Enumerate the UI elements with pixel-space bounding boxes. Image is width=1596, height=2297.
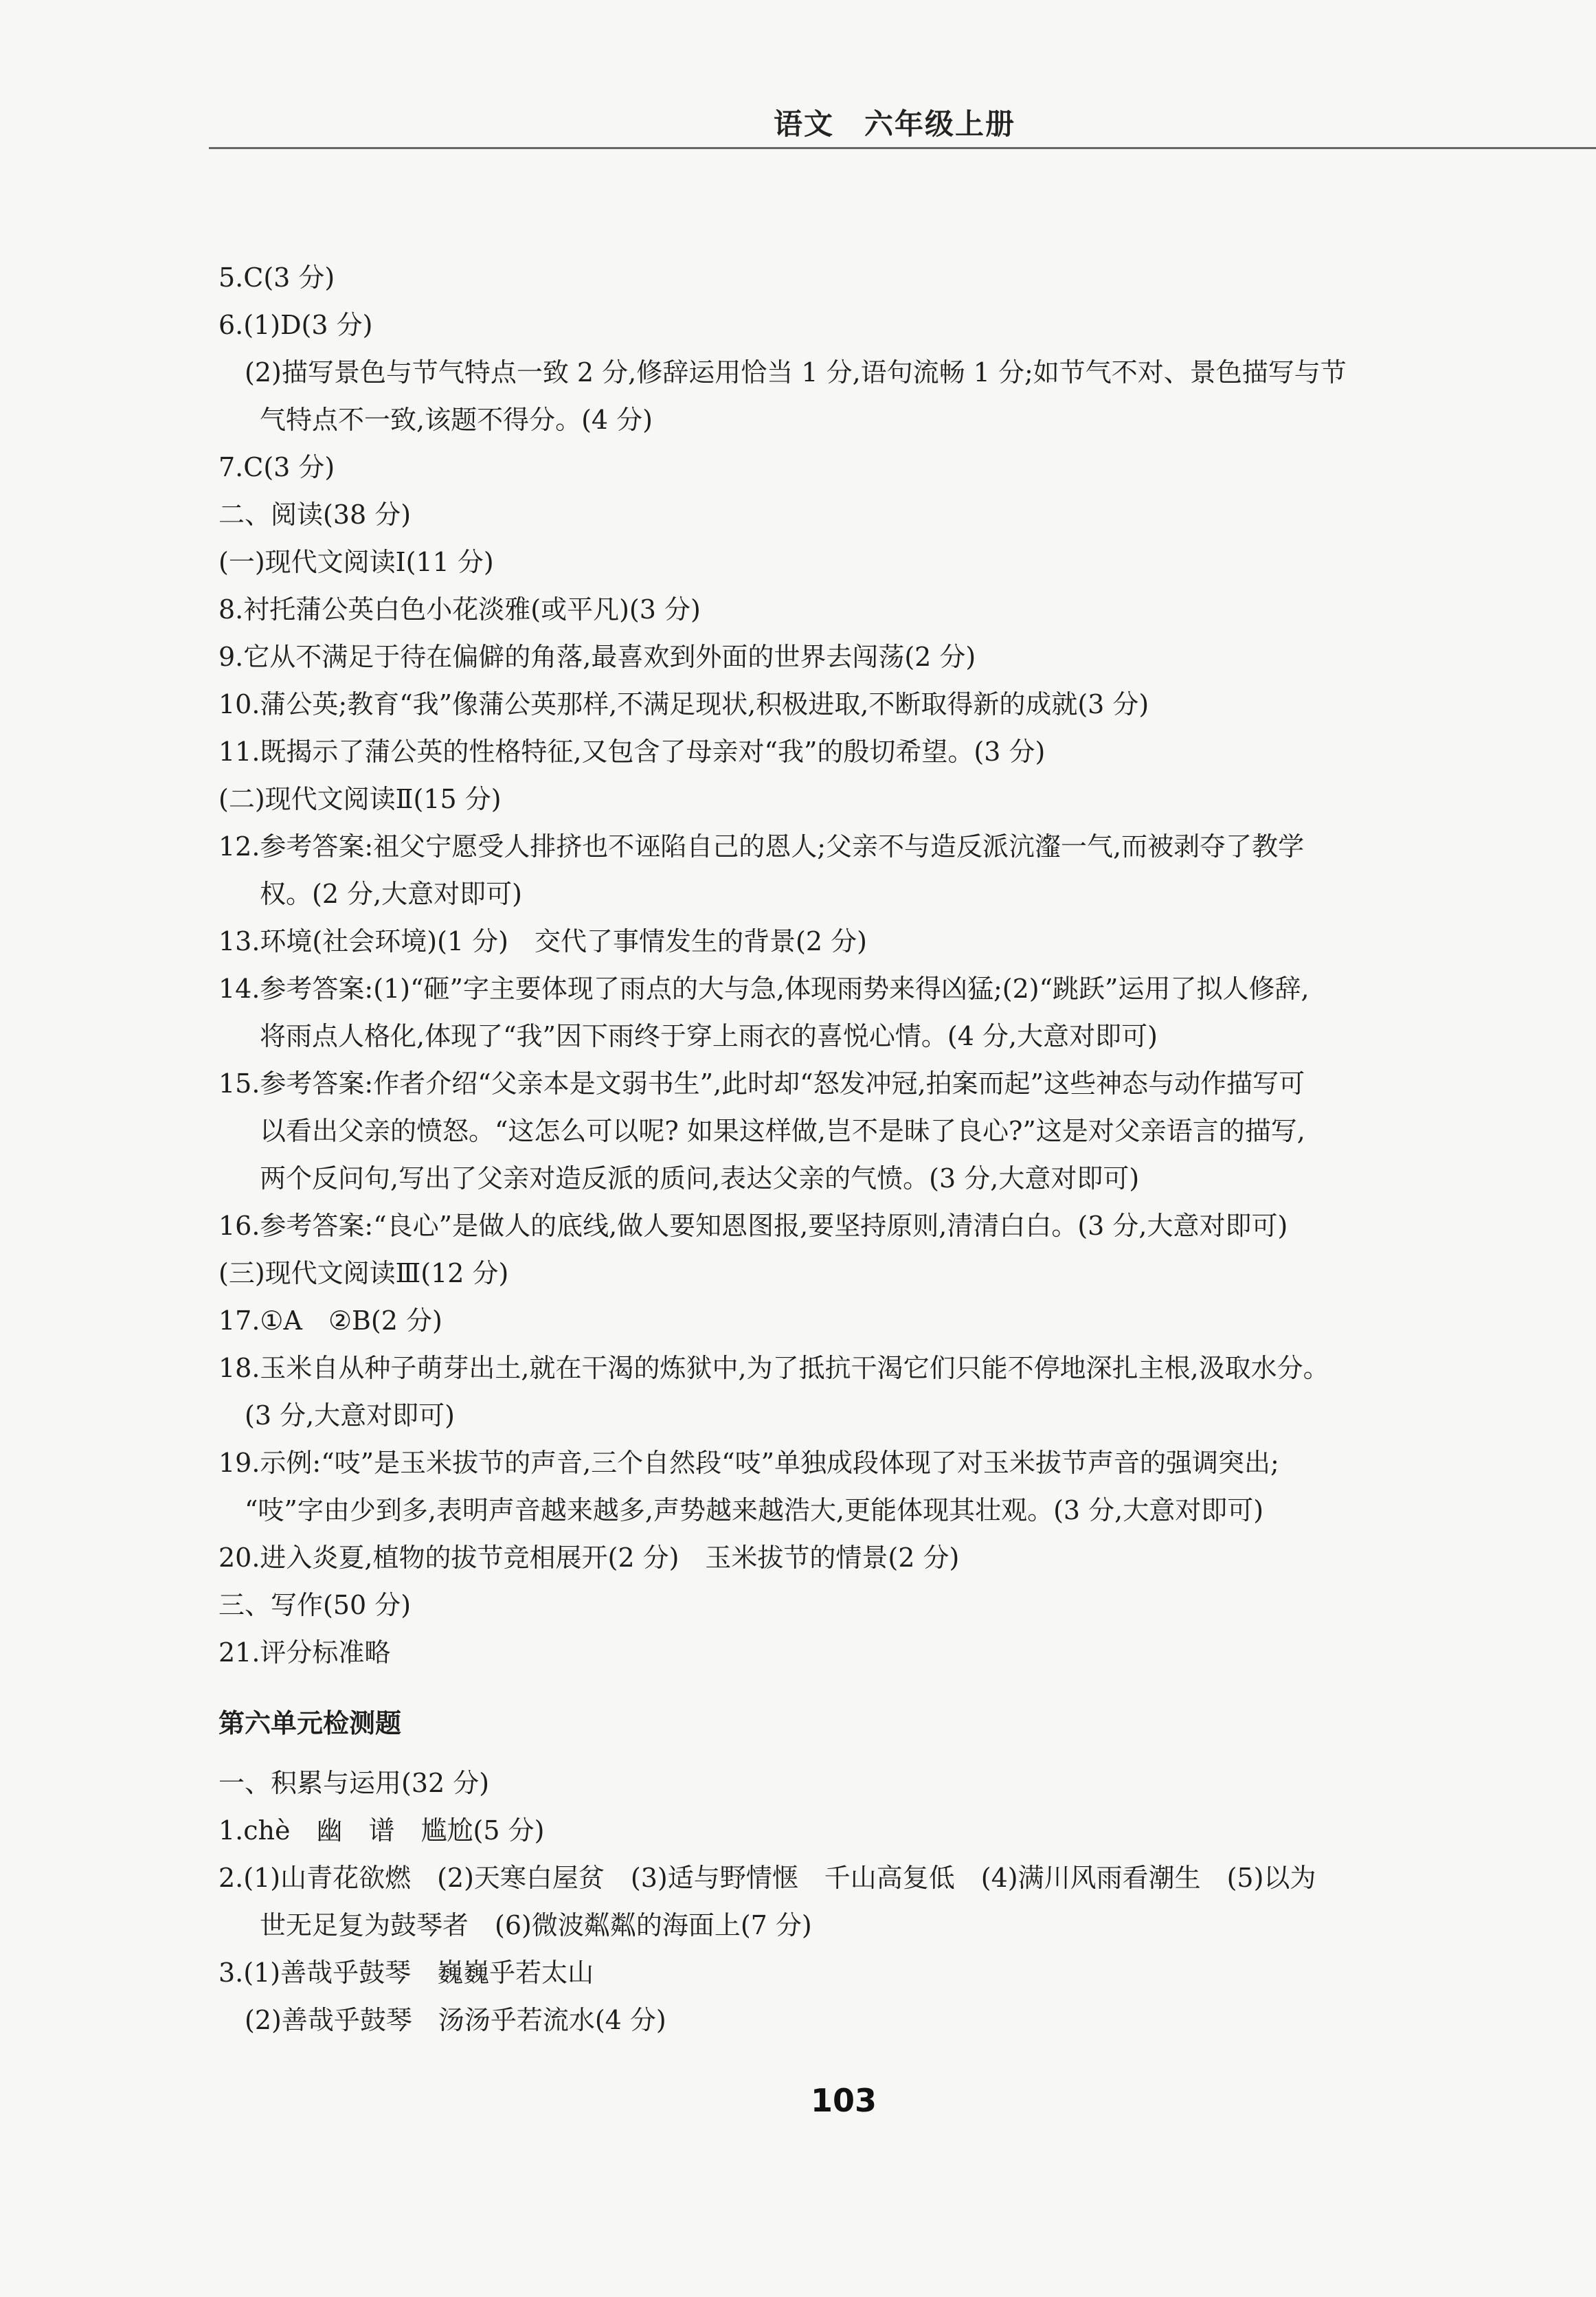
section-heading: 三、写作(50 分) xyxy=(218,1590,412,1620)
answer-line: 8.衬托蒲公英白色小花淡雅(或平凡)(3 分) xyxy=(218,594,701,625)
answer-line: 5.C(3 分) xyxy=(218,262,335,293)
answer-line: 11.既揭示了蒲公英的性格特征,又包含了母亲对“我”的殷切希望。(3 分) xyxy=(218,737,1046,767)
answer-line: 16.参考答案:“良心”是做人的底线,做人要知恩图报,要坚持原则,清清白白。(3 分,大意对即可) xyxy=(218,1211,1288,1241)
answer-line: 1.chè 幽 谱 尴尬(5 分) xyxy=(218,1815,545,1846)
subsection-heading: (三)现代文阅读Ⅲ(12 分) xyxy=(218,1258,509,1288)
answer-line: 20.进入炎夏,植物的拔节竞相展开(2 分) 玉米拔节的情景(2 分) xyxy=(218,1543,960,1573)
answer-content xyxy=(218,254,1496,2044)
answer-line: 将雨点人格化,体现了“我”因下雨终于穿上雨衣的喜悦心情。(4 分,大意对即可) xyxy=(260,1021,1158,1051)
page-header xyxy=(209,102,1580,143)
answer-line: 2.(1)山青花欲燃 (2)天寒白屋贫 (3)适与野情惬 千山高复低 (4)满川风雨看潮生 (5)以为 xyxy=(218,1863,1316,1893)
header-rule xyxy=(209,147,1596,149)
answer-line: 3.(1)善哉乎鼓琴 巍巍乎若太山 xyxy=(218,1958,594,1988)
answer-line: 19.示例:“吱”是玉米拔节的声音,三个自然段“吱”单独成段体现了对玉米拔节声音的强调突出; xyxy=(218,1448,1279,1478)
page-number: 103 xyxy=(811,2082,877,2119)
answer-line: 13.环境(社会环境)(1 分) 交代了事情发生的背景(2 分) xyxy=(218,926,867,956)
subsection-heading: (一)现代文阅读Ⅰ(11 分) xyxy=(218,547,494,577)
answer-line: 21.评分标准略 xyxy=(218,1637,391,1668)
answer-line: (2)善哉乎鼓琴 汤汤乎若流水(4 分) xyxy=(245,2005,666,2035)
answer-line: 14.参考答案:(1)“砸”字主要体现了雨点的大与急,体现雨势来得凶猛;(2)“跳跃”运用了拟人修辞, xyxy=(218,974,1310,1004)
answer-line: 15.参考答案:作者介绍“父亲本是文弱书生”,此时却“怒发冲冠,拍案而起”这些神态与动作描写可 xyxy=(218,1068,1305,1099)
answer-line: 两个反问句,写出了父亲对造反派的质问,表达父亲的气愤。(3 分,大意对即可) xyxy=(260,1163,1140,1194)
answer-line: 7.C(3 分) xyxy=(218,452,335,482)
answer-line: 12.参考答案:祖父宁愿受人排挤也不诬陷自己的恩人;父亲不与造反派沆瀣一气,而被剥夺了教学 xyxy=(218,831,1305,862)
subsection-heading: (二)现代文阅读Ⅱ(15 分) xyxy=(218,784,502,814)
answer-line: 世无足复为鼓琴者 (6)微波粼粼的海面上(7 分) xyxy=(260,1910,812,1940)
section-heading: 一、积累与运用(32 分) xyxy=(218,1768,490,1798)
answer-line: 10.蒲公英;教育“我”像蒲公英那样,不满足现状,积极进取,不断取得新的成就(3 分) xyxy=(218,689,1149,719)
answer-line: “吱”字由少到多,表明声音越来越多,声势越来越浩大,更能体现其壮观。(3 分,大意对即可) xyxy=(245,1495,1264,1525)
answer-line: 18.玉米自从种子萌芽出土,就在干渴的炼狱中,为了抵抗干渴它们只能不停地深扎主根,汲取水分。 xyxy=(218,1353,1329,1383)
answer-line: 6.(1)D(3 分) xyxy=(218,310,373,340)
section-heading: 二、阅读(38 分) xyxy=(218,500,412,530)
answer-line: (3 分,大意对即可) xyxy=(245,1400,455,1431)
answer-line: 9.它从不满足于待在偏僻的角落,最喜欢到外面的世界去闯荡(2 分) xyxy=(218,642,976,672)
answer-line: 权。(2 分,大意对即可) xyxy=(260,879,522,909)
answer-line: (2)描写景色与节气特点一致 2 分,修辞运用恰当 1 分,语句流畅 1 分;如节气不对、景色描写与节 xyxy=(245,357,1347,388)
answer-line: 以看出父亲的愤怒。“这怎么可以呢? 如果这样做,岂不是昧了良心?”这是对父亲语言的描写, xyxy=(260,1116,1305,1146)
answer-line: 气特点不一致,该题不得分。(4 分) xyxy=(260,405,653,435)
answer-line: 17.①A ②B(2 分) xyxy=(218,1306,442,1336)
header-grade: 六年级上册 xyxy=(864,107,1016,141)
unit-title: 第六单元检测题 xyxy=(218,1708,402,1738)
header-subject: 语文 xyxy=(773,107,834,141)
